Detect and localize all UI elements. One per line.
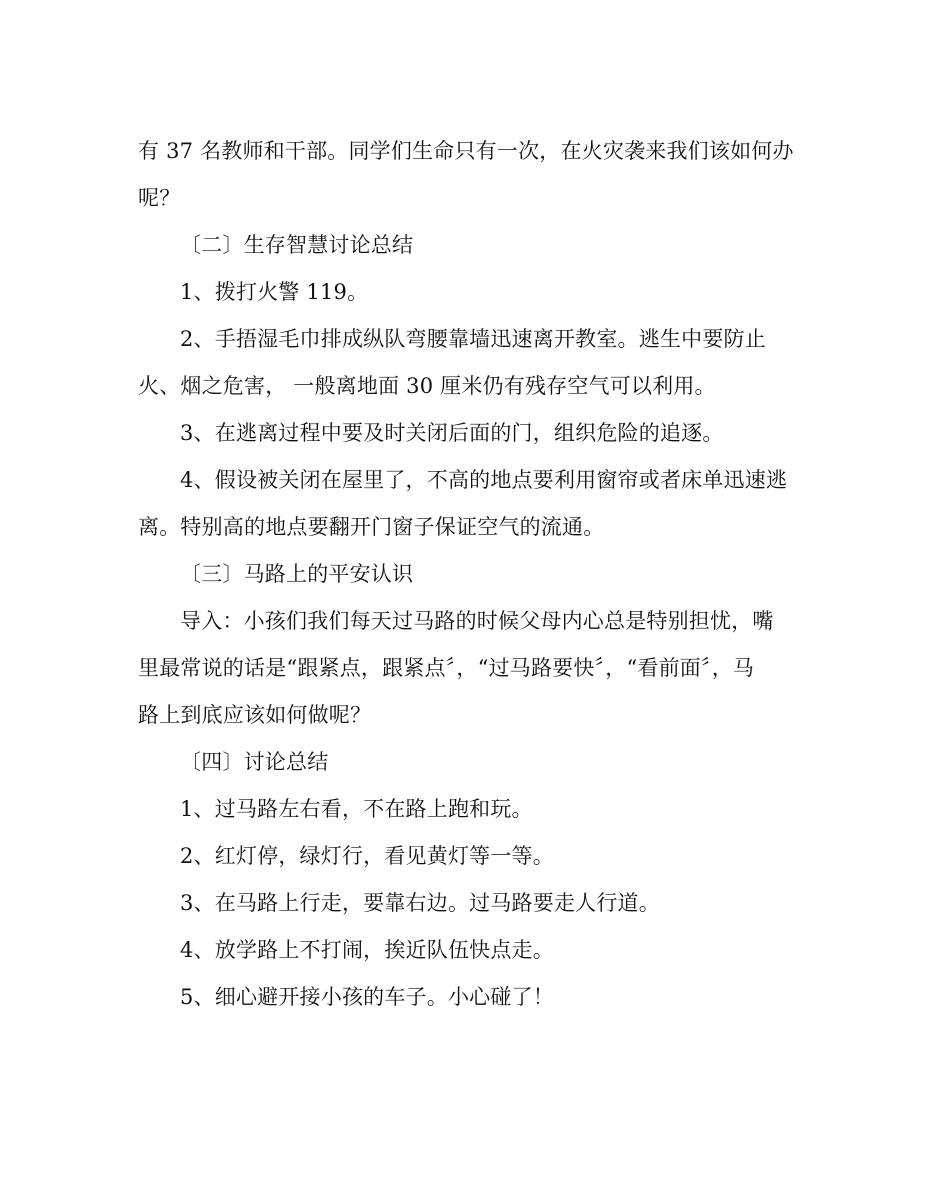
document-body	[138, 128, 818, 1021]
paragraph-line: 呢？	[138, 186, 181, 210]
list-item: 1、过马路左右看，不在路上跑和玩。	[180, 797, 533, 821]
list-item: 3、在逃离过程中要及时关闭后面的门，组织危险的追逐。	[180, 421, 724, 445]
section-heading-discussion: 〔四〕讨论总结	[180, 750, 329, 774]
paragraph-line: 导入：小孩们我们每天过马路的时候父母内心总是特别担忧，嘴	[180, 609, 774, 633]
list-item: 3、在马路上行走，要靠右边。过马路要走人行道。	[180, 891, 660, 915]
list-item: 1、拨打火警 119。	[180, 280, 369, 304]
list-item: 4、放学路上不打闹，挨近队伍快点走。	[180, 938, 554, 962]
list-item: 5、细心避开接小孩的车子。小心碰了！	[180, 985, 554, 1009]
list-item-continuation: 火、烟之危害， 一般离地面 30 厘米仍有残存空气可以利用。	[138, 374, 716, 398]
list-item: 2、红灯停，绿灯行，看见黄灯等一等。	[180, 844, 554, 868]
list-item: 4、假设被关闭在屋里了，不高的地点要利用窗帘或者床单迅速逃	[180, 468, 788, 492]
paragraph-line: 里最常说的话是“跟紧点，跟紧点〞，“过马路要快〞，“看前面〞，马	[138, 656, 755, 680]
section-heading-road-safety: 〔三〕马路上的平安认识	[180, 562, 414, 586]
list-item: 2、手捂湿毛巾排成纵队弯腰靠墙迅速离开教室。逃生中要防止	[180, 327, 766, 351]
paragraph-line: 有 37 名教师和干部。同学们生命只有一次，在火灾袭来我们该如何办	[138, 139, 794, 163]
section-heading-survival: 〔二〕生存智慧讨论总结	[180, 233, 414, 257]
list-item-continuation: 离。特别高的地点要翻开门窗子保证空气的流通。	[138, 515, 605, 539]
paragraph-line: 路上到底应该如何做呢？	[138, 703, 372, 727]
